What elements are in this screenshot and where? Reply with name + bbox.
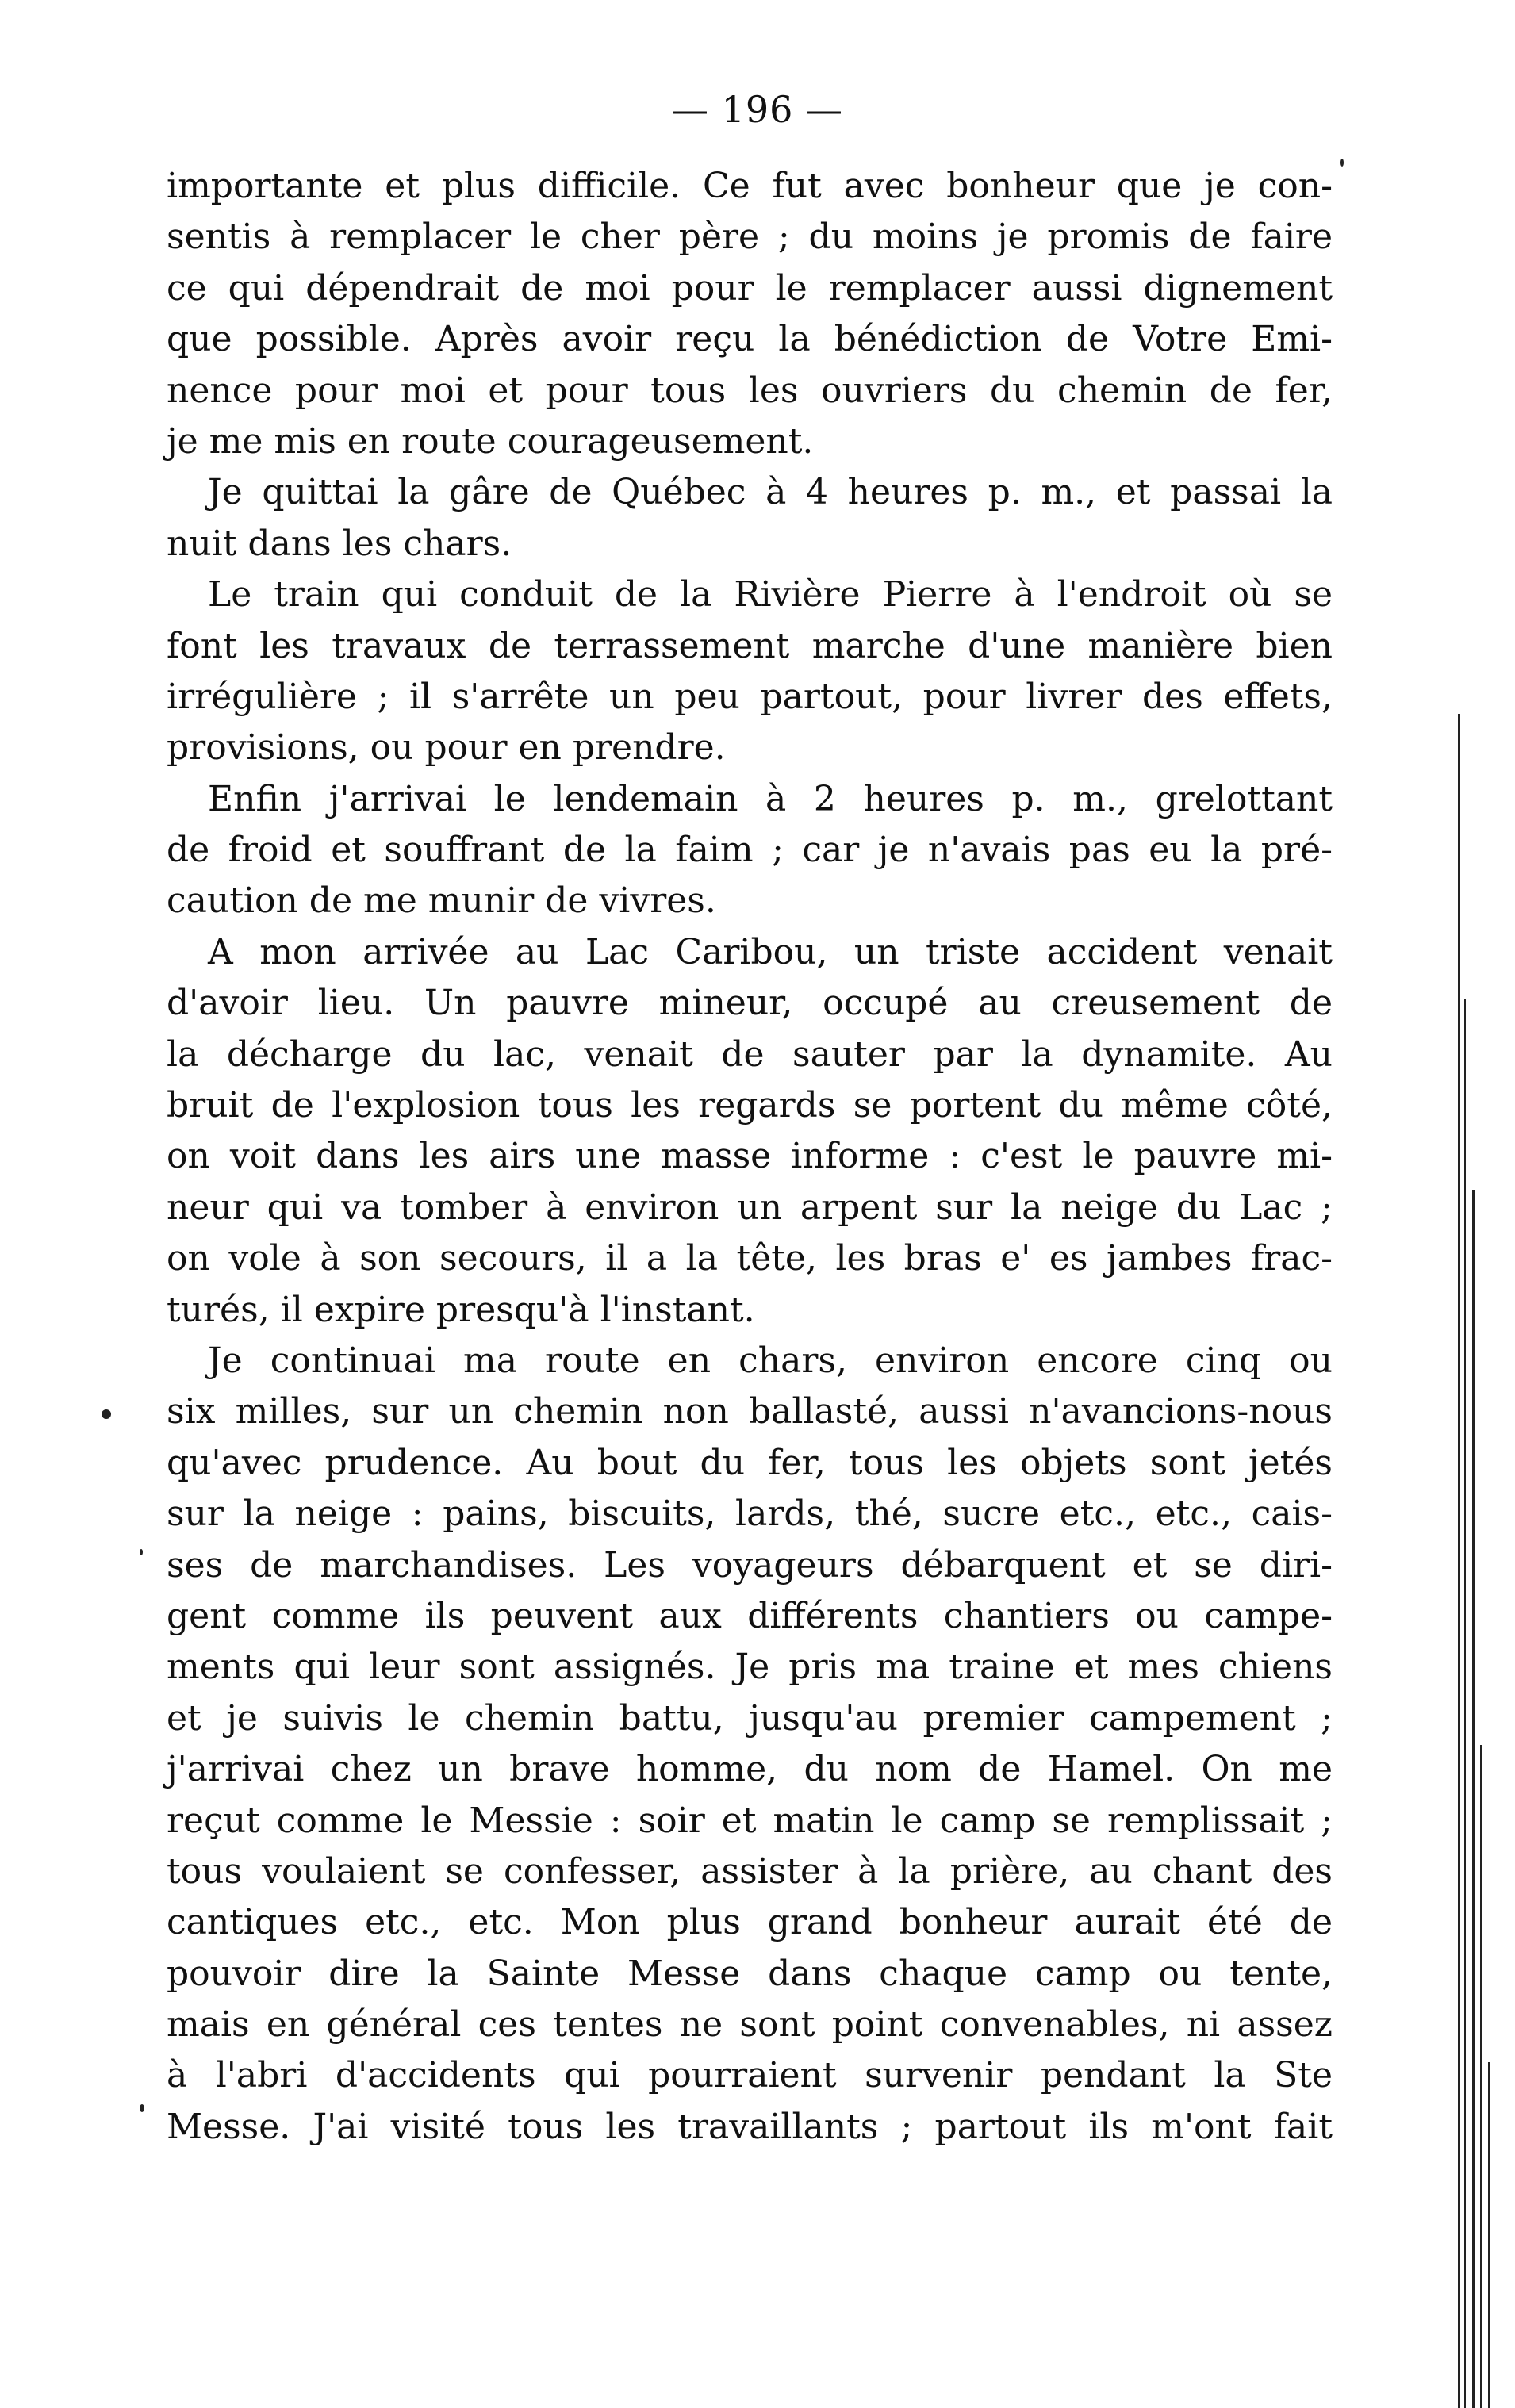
text-line: tous voulaient se confesser, assister à la prière, au chant des (167, 1850, 1333, 1892)
text-line: nuit dans les chars. (167, 523, 512, 564)
text-line: turés, il expire presqu'à l'instant. (167, 1289, 755, 1330)
text-line: caution de me munir de vivres. (167, 880, 716, 922)
text-line: et je suivis le chemin battu, jusqu'au premier campement ; (167, 1697, 1333, 1739)
scan-edge-rule (1464, 999, 1466, 2408)
text-line: j'arrivai chez un brave homme, du nom de Hamel. On me (167, 1749, 1333, 1790)
scan-speck (140, 1549, 143, 1555)
text-line: ce qui dépendrait de moi pour le remplacer aussi dignement (167, 267, 1333, 309)
text-line: qu'avec prudence. Au bout du fer, tous les objets sont jetés (167, 1442, 1333, 1483)
text-line: neur qui va tomber à environ un arpent sur la neige du Lac ; (167, 1187, 1333, 1228)
scan-edge-rule (1472, 1190, 1475, 2408)
page-number: — 196 — (671, 88, 844, 131)
text-line: font les travaux de terrassement marche d'une manière bien (167, 625, 1333, 666)
text-line: sentis à remplacer le cher père ; du moins je promis de faire (167, 217, 1333, 258)
scan-edge-rule (1488, 2062, 1490, 2408)
text-line: provisions, ou pour en prendre. (167, 727, 726, 769)
text-line: reçut comme le Messie : soir et matin le camp se remplissait ; (167, 1800, 1333, 1841)
scan-speck (1340, 159, 1344, 167)
scan-edge-rule (1480, 1745, 1482, 2408)
text-line: irrégulière ; il s'arrête un peu partout, pour livrer des effets, (167, 676, 1333, 717)
text-line: d'avoir lieu. Un pauvre mineur, occupé au creusement de (167, 983, 1333, 1024)
text-line: six milles, sur un chemin non ballasté, aussi n'avancions-nous (167, 1391, 1333, 1432)
text-line: mais en général ces tentes ne sont point convenables, ni assez (167, 2004, 1333, 2046)
text-line: importante et plus difficile. Ce fut avec bonheur que je con- (167, 166, 1333, 206)
text-line: Le train qui conduit de la Rivière Pierre à l'endroit où se (208, 574, 1333, 615)
text-line: Je quittai la gâre de Québec à 4 heures p. m., et passai la (208, 472, 1333, 513)
scan-speck (140, 2104, 144, 2112)
text-line: on voit dans les airs une masse informe : c'est le pauvre mi- (167, 1136, 1333, 1177)
text-line: de froid et souffrant de la faim ; car je n'avais pas eu la pré- (167, 830, 1333, 871)
scan-edge-rule (1458, 714, 1460, 2408)
text-line: Messe. J'ai visité tous les travaillants ; partout ils m'ont fait (167, 2106, 1333, 2147)
text-line: ses de marchandises. Les voyageurs débarquent et se diri- (167, 1544, 1333, 1586)
text-line: sur la neige : pains, biscuits, lards, thé, sucre etc., etc., cais- (167, 1493, 1333, 1535)
text-line: cantiques etc., etc. Mon plus grand bonheur aurait été de (167, 1902, 1333, 1943)
text-line: A mon arrivée au Lac Caribou, un triste accident venait (208, 931, 1333, 972)
text-line: la décharge du lac, venait de sauter par la dynamite. Au (167, 1033, 1333, 1075)
text-line: bruit de l'explosion tous les regards se portent du même côté, (167, 1085, 1333, 1126)
text-line: que possible. Après avoir reçu la bénédiction de Votre Emi- (167, 319, 1333, 360)
body-text (167, 161, 1333, 2153)
text-line: pouvoir dire la Sainte Messe dans chaque camp ou tente, (167, 1953, 1333, 1994)
scan-speck (102, 1409, 111, 1419)
text-line: nence pour moi et pour tous les ouvriers du chemin de fer, (167, 370, 1333, 411)
text-line: à l'abri d'accidents qui pourraient survenir pendant la Ste (167, 2055, 1333, 2096)
text-line: gent comme ils peuvent aux différents chantiers ou campe- (167, 1595, 1333, 1636)
text-line: Je continuai ma route en chars, environ encore cinq ou (208, 1340, 1333, 1381)
text-line: ments qui leur sont assignés. Je pris ma traine et mes chiens (167, 1647, 1333, 1688)
text-line: on vole à son secours, il a la tête, les bras e' es jambes frac- (167, 1238, 1333, 1279)
text-line: je me mis en route courageusement. (167, 420, 814, 462)
text-line: Enfin j'arrivai le lendemain à 2 heures p. m., grelottant (208, 778, 1333, 819)
